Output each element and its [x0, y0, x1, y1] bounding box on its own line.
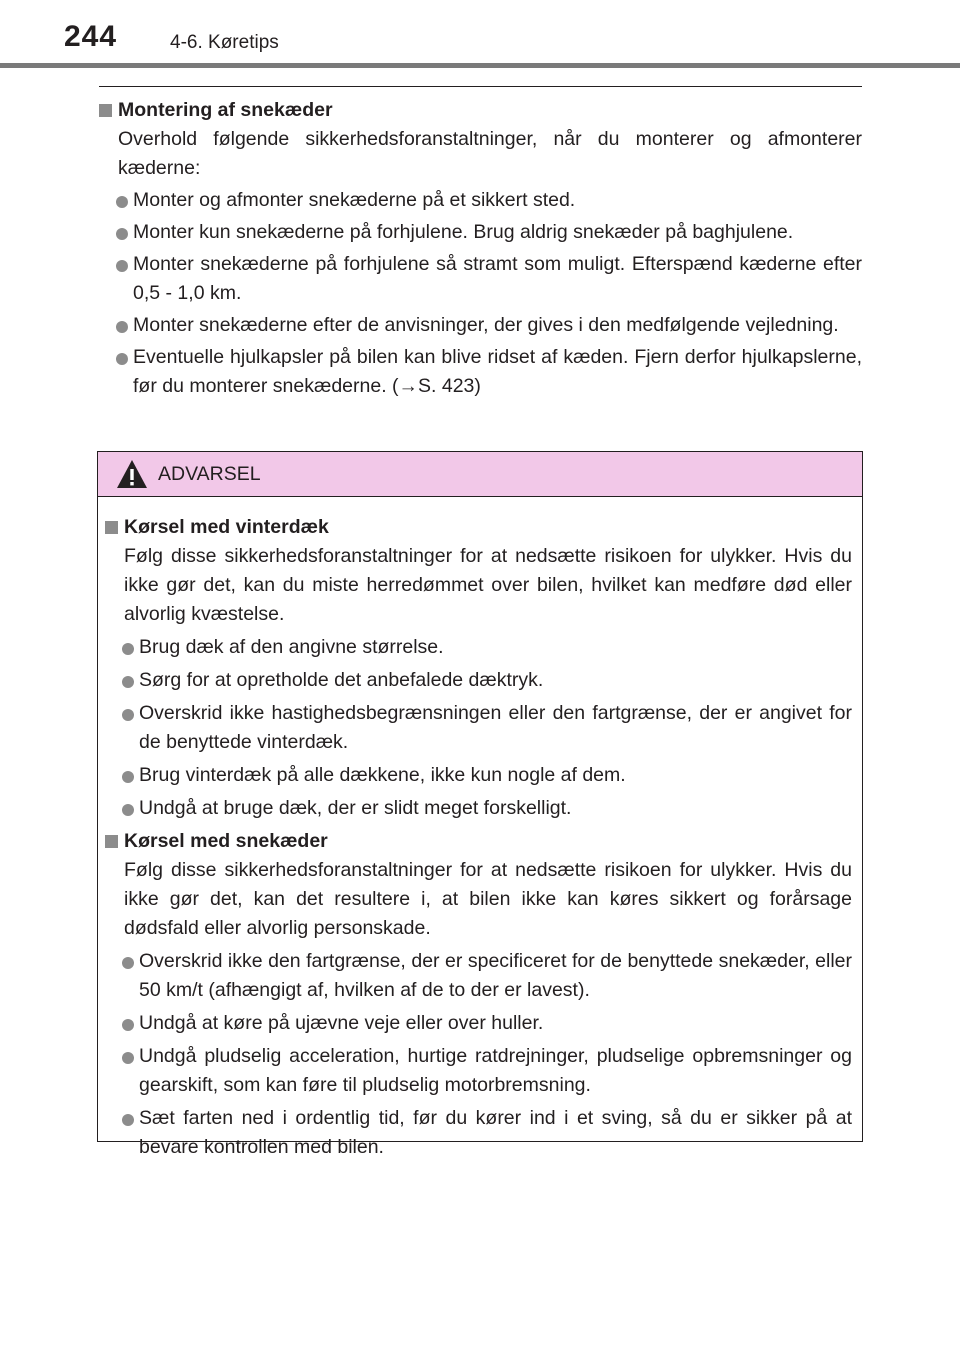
heading-text: Kørsel med snekæder	[124, 830, 328, 852]
list-item: Monter kun snekæderne på forhjulene. Brug aldrig snekæder på baghjulene.	[99, 218, 862, 247]
list-item: Undgå at bruge dæk, der er slidt meget forskelligt.	[105, 794, 852, 823]
list-item: Sæt farten ned i ordentlig tid, før du kører ind i et sving, så du er sikker på at bevare kontrollen med bilen.	[105, 1104, 852, 1162]
bullet-dot-icon	[122, 1052, 134, 1064]
bullet-dot-icon	[122, 1114, 134, 1126]
square-bullet-icon	[105, 835, 118, 848]
heading-text: Kørsel med vinterdæk	[124, 516, 329, 538]
bullet-dot-icon	[122, 957, 134, 969]
list-item: Overskrid ikke hastighedsbegrænsningen eller den fartgrænse, der er angivet for de benyttede vinterdæk.	[105, 699, 852, 757]
intro-paragraph: Overhold følgende sikkerhedsforanstaltninger, når du monterer og afmonterer kæderne:	[118, 128, 862, 179]
list-item: Undgå at køre på ujævne veje eller over huller.	[105, 1009, 852, 1038]
bullet-dot-icon	[116, 260, 128, 272]
bullet-dot-icon	[116, 228, 128, 240]
content-divider	[99, 86, 862, 87]
heading-text: Montering af snekæder	[118, 99, 333, 121]
section-title: 4-6. Køretips	[170, 32, 279, 53]
bullet-dot-icon	[122, 804, 134, 816]
bullet-dot-icon	[116, 321, 128, 333]
section-heading	[105, 827, 852, 856]
header-divider	[0, 63, 960, 68]
bullet-dot-icon	[122, 771, 134, 783]
bullet-dot-icon	[122, 643, 134, 655]
section-heading	[105, 513, 852, 542]
bullet-dot-icon	[116, 353, 128, 365]
bullet-dot-icon	[122, 676, 134, 688]
list-item: Overskrid ikke den fartgrænse, der er specificeret for de benyttede snekæder, eller 50 km/t (afhængigt af, hvilken af de to der er lavest).	[105, 947, 852, 1005]
square-bullet-icon	[99, 104, 112, 117]
list-item: Eventuelle hjulkapsler på bilen kan blive ridset af kæden. Fjern derfor hjulkapslerne, før du monterer snekæderne. (→S. 423)	[99, 343, 862, 401]
intro-paragraph: Følg disse sikkerhedsforanstaltninger for at nedsætte risikoen for ulykker. Hvis du ikke gør det, kan du miste herredømmet over bilen, hvilket kan medføre død eller alvorlig kvæstelse.	[124, 545, 852, 625]
bullet-dot-icon	[116, 196, 128, 208]
list-item: Brug dæk af den angivne størrelse.	[105, 633, 852, 662]
square-bullet-icon	[105, 521, 118, 534]
page-number: 244	[64, 20, 118, 53]
warning-triangle-icon	[116, 459, 148, 489]
mounting-section	[99, 96, 862, 404]
list-item: Brug vinterdæk på alle dækkene, ikke kun nogle af dem.	[105, 761, 852, 790]
list-item: Monter snekæderne efter de anvisninger, der gives i den medfølgende vejledning.	[99, 311, 862, 340]
intro-paragraph: Følg disse sikkerhedsforanstaltninger for at nedsætte risikoen for ulykker. Hvis du ikke gør det, kan det resultere i, at bilen ikke kan køres sikkert og forårsage dødsfald eller alvorlig personskade.	[124, 859, 852, 939]
warning-box	[97, 451, 863, 1158]
warning-label: ADVARSEL	[158, 463, 261, 485]
section-heading	[99, 96, 862, 125]
bullet-dot-icon	[122, 709, 134, 721]
list-item: Monter snekæderne på forhjulene så stramt som muligt. Efterspænd kæderne efter 0,5 - 1,0 km.	[99, 250, 862, 308]
warning-body	[105, 511, 852, 1166]
list-item: Monter og afmonter snekæderne på et sikkert sted.	[99, 186, 862, 215]
list-item: Sørg for at opretholde det anbefalede dæktryk.	[105, 666, 852, 695]
bullet-dot-icon	[122, 1019, 134, 1031]
warning-header	[98, 452, 862, 497]
list-item: Undgå pludselig acceleration, hurtige ratdrejninger, pludselige opbremsninger og gearskift, som kan føre til pludselig motorbremsning.	[105, 1042, 852, 1100]
page-header	[0, 0, 960, 70]
